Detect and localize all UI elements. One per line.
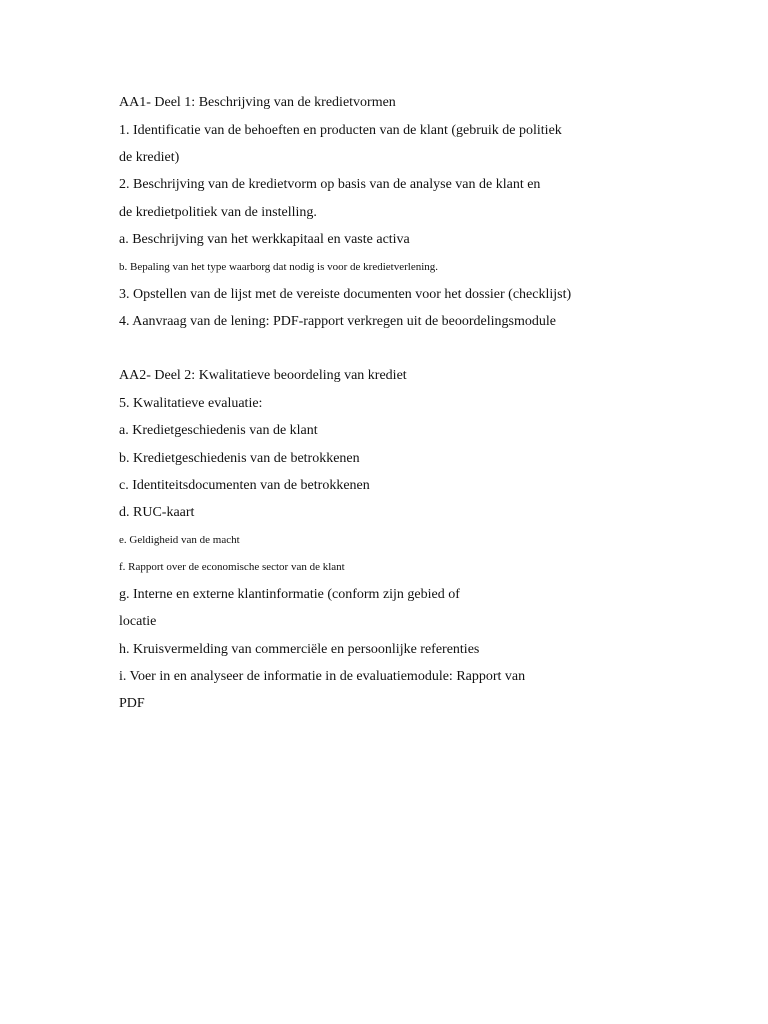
item-5h: h. Kruisvermelding van commerciële en persoonlijke referenties bbox=[119, 642, 480, 657]
item-1-line-1: 1. Identificatie van de behoeften en producten van de klant (gebruik de politiek bbox=[119, 123, 562, 138]
item-1-line-2: de krediet) bbox=[119, 150, 180, 165]
item-5i-line-1: i. Voer in en analyseer de informatie in de evaluatiemodule: Rapport van bbox=[119, 669, 526, 684]
item-5g-line-1: g. Interne en externe klantinformatie (conform zijn gebied of bbox=[119, 587, 460, 602]
item-2-line-1: 2. Beschrijving van de kredietvorm op basis van de analyse van de klant en bbox=[119, 177, 541, 192]
item-5d: d. RUC-kaart bbox=[119, 505, 195, 520]
item-2-line-2: de kredietpolitiek van de instelling. bbox=[119, 205, 317, 220]
item-2b: b. Bepaling van het type waarborg dat nodig is voor de kredietverlening. bbox=[119, 261, 439, 273]
item-5a: a. Kredietgeschiedenis van de klant bbox=[119, 423, 318, 438]
section-1-heading: AA1- Deel 1: Beschrijving van de kredietvormen bbox=[119, 95, 396, 110]
item-5e: e. Geldigheid van de macht bbox=[119, 534, 240, 546]
section-2-heading: AA2- Deel 2: Kwalitatieve beoordeling van krediet bbox=[119, 368, 407, 383]
item-3: 3. Opstellen van de lijst met de vereiste documenten voor het dossier (checklijst) bbox=[119, 287, 572, 302]
item-5b: b. Kredietgeschiedenis van de betrokkenen bbox=[119, 451, 360, 466]
item-5: 5. Kwalitatieve evaluatie: bbox=[119, 396, 263, 411]
item-4: 4. Aanvraag van de lening: PDF-rapport verkregen uit de beoordelingsmodule bbox=[119, 314, 556, 329]
item-5c: c. Identiteitsdocumenten van de betrokkenen bbox=[119, 478, 370, 493]
item-5i-line-2: PDF bbox=[119, 696, 145, 711]
item-2a: a. Beschrijving van het werkkapitaal en vaste activa bbox=[119, 232, 410, 247]
item-5g-line-2: locatie bbox=[119, 614, 157, 629]
item-5f: f. Rapport over de economische sector van de klant bbox=[119, 561, 345, 573]
